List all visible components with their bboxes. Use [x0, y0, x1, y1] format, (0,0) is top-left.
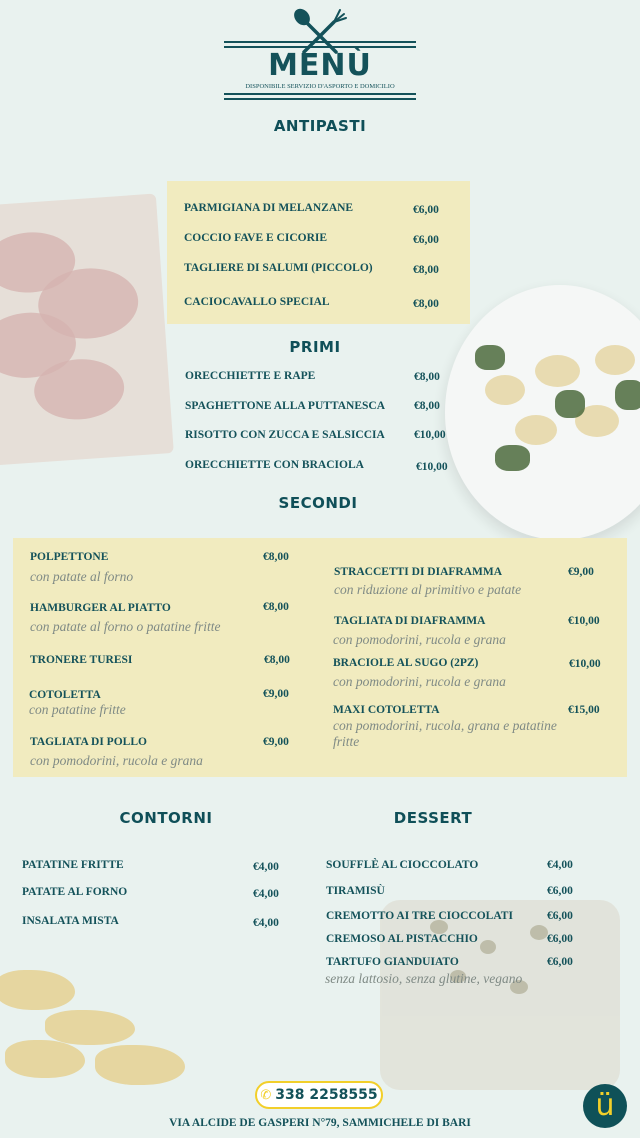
dessert-item: TARTUFO GIANDUIATO: [326, 956, 459, 968]
secondi-item: TAGLIATA DI DIAFRAMMA: [334, 615, 486, 627]
antipasti-price: €6,00: [413, 204, 439, 216]
secondi-price: €9,00: [263, 688, 289, 700]
antipasti-heading: ANTIPASTI: [273, 117, 367, 135]
primi-price: €10,00: [416, 461, 448, 473]
dessert-item: SOUFFLÈ AL CIOCCOLATO: [326, 859, 479, 871]
secondi-desc: fritte: [333, 734, 360, 749]
phone-button[interactable]: [255, 1081, 383, 1109]
cured-meats-photo: [0, 194, 174, 467]
secondi-desc: con pomodorini, rucola e grana: [333, 632, 506, 647]
primi-price: €10,00: [414, 429, 446, 441]
dessert-item: CREMOTTO AI TRE CIOCCOLATI: [326, 910, 513, 922]
brand-logo-badge: ü: [583, 1084, 627, 1128]
antipasti-price: €8,00: [413, 264, 439, 276]
antipasti-item: PARMIGIANA DI MELANZANE: [184, 202, 354, 214]
antipasti-price: €6,00: [413, 234, 439, 246]
antipasti-price: €8,00: [413, 298, 439, 310]
secondi-item: MAXI COTOLETTA: [333, 704, 440, 716]
secondi-item: STRACCETTI DI DIAFRAMMA: [334, 566, 503, 578]
secondi-item: BRACIOLE AL SUGO (2PZ): [333, 657, 479, 669]
primi-item: SPAGHETTONE ALLA PUTTANESCA: [185, 400, 386, 412]
primi-item: RISOTTO CON ZUCCA E SALSICCIA: [185, 429, 385, 441]
secondi-price: €10,00: [569, 658, 601, 670]
secondi-desc: con patatine fritte: [29, 702, 126, 717]
secondi-price: €15,00: [568, 704, 600, 716]
secondi-price: €8,00: [263, 601, 289, 613]
dessert-price: €6,00: [547, 956, 573, 968]
secondi-heading: SECONDI: [278, 494, 358, 512]
primi-price: €8,00: [414, 400, 440, 412]
service-subtitle: DISPONIBILE SERVIZIO D'ASPORTO E DOMICILIO: [245, 83, 395, 90]
primi-item: ORECCHIETTE E RAPE: [185, 370, 316, 382]
contorni-item: PATATE AL FORNO: [22, 886, 128, 898]
secondi-item: TAGLIATA DI POLLO: [30, 736, 147, 748]
contorni-item: PATATINE FRITTE: [22, 859, 124, 871]
antipasti-item: CACIOCAVALLO SPECIAL: [184, 296, 330, 308]
roasted-potatoes-photo: [0, 950, 195, 1100]
secondi-item: HAMBURGER AL PIATTO: [30, 602, 171, 614]
antipasti-item: COCCIO FAVE E CICORIE: [184, 232, 328, 244]
secondi-price: €9,00: [263, 736, 289, 748]
secondi-desc: con riduzione al primitivo e patate: [334, 582, 522, 597]
contorni-price: €4,00: [253, 888, 279, 900]
secondi-price: €9,00: [568, 566, 594, 578]
primi-heading: PRIMI: [289, 338, 341, 356]
secondi-price: €8,00: [263, 551, 289, 563]
primi-item: ORECCHIETTE CON BRACIOLA: [185, 459, 364, 471]
dessert-price: €6,00: [547, 933, 573, 945]
dessert-item: CREMOSO AL PISTACCHIO: [326, 933, 478, 945]
secondi-item: TRONERE TURESI: [30, 654, 133, 666]
contorni-item: INSALATA MISTA: [22, 915, 119, 927]
dessert-price: €6,00: [547, 885, 573, 897]
phone-icon: ✆: [260, 1087, 272, 1103]
menu-title: MENÙ: [268, 48, 372, 83]
secondi-price: €8,00: [264, 654, 290, 666]
dessert-price: €6,00: [547, 910, 573, 922]
secondi-desc: con pomodorini, rucola e grana: [333, 674, 506, 689]
secondi-item: COTOLETTA: [29, 689, 101, 701]
contorni-price: €4,00: [253, 861, 279, 873]
contorni-heading: CONTORNI: [119, 809, 213, 827]
contorni-price: €4,00: [253, 917, 279, 929]
secondi-desc: con patate al forno: [30, 569, 134, 584]
dessert-price: €4,00: [547, 859, 573, 871]
phone-number: 338 2258555: [275, 1087, 378, 1103]
orecchiette-bowl-photo: [445, 285, 640, 540]
secondi-item: POLPETTONE: [30, 551, 109, 563]
address-text: VIA ALCIDE DE GASPERI N°79, SAMMICHELE DI BARI: [169, 1117, 471, 1129]
secondi-price: €10,00: [568, 615, 600, 627]
secondi-desc: con pomodorini, rucola, grana e patatine: [333, 718, 557, 733]
antipasti-item: TAGLIERE DI SALUMI (PICCOLO): [184, 262, 373, 274]
dessert-heading: DESSERT: [393, 809, 473, 827]
secondi-desc: con pomodorini, rucola e grana: [30, 753, 203, 768]
dessert-item: TIRAMISÙ: [326, 885, 385, 897]
dessert-desc: senza lattosio, senza glutine, vegano: [325, 971, 523, 986]
primi-price: €8,00: [414, 371, 440, 383]
secondi-desc: con patate al forno o patatine fritte: [30, 619, 221, 634]
